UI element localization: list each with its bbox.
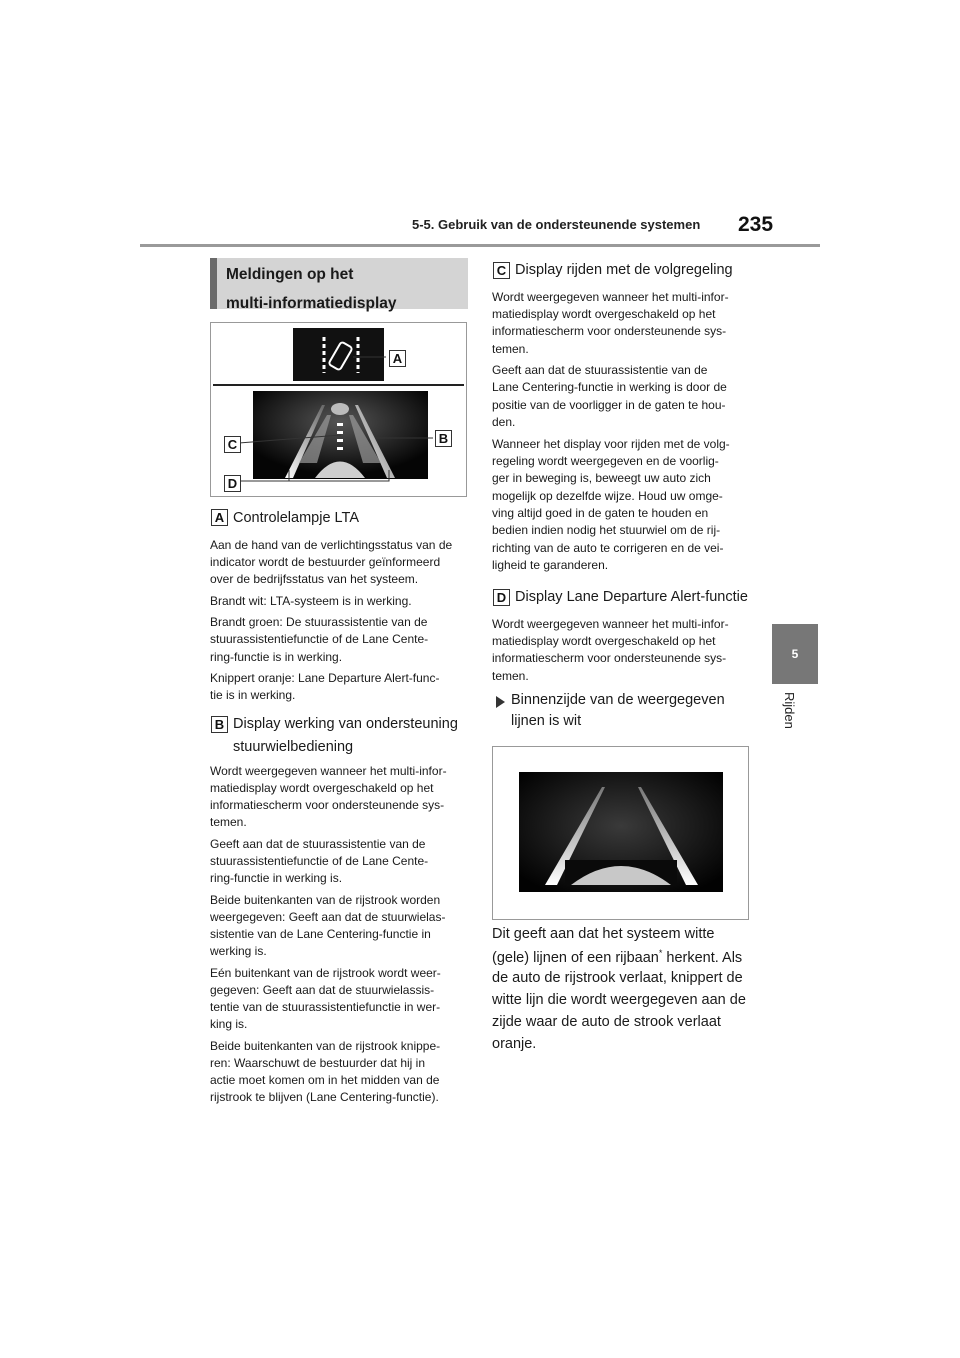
item-b-text-14: tentie van de stuurassistentiefunctie in wer-: [210, 1000, 441, 1014]
item-b-text-15: king is.: [210, 1017, 248, 1031]
item-d-text-1: Wordt weergegeven wanneer het multi-infor-: [492, 617, 729, 631]
item-b-text-5: Geeft aan dat de stuurassistentie van de: [210, 837, 426, 851]
item-a-text-3: over de bedrijfsstatus van het systeem.: [210, 572, 419, 586]
item-b-text-17: ren: Waarschuwt de bestuurder dat hij in: [210, 1056, 425, 1070]
bullet-arrow-icon: [496, 696, 505, 708]
item-b-text-4: temen.: [210, 815, 247, 829]
figure-label-b: B: [435, 430, 452, 447]
section-heading: [210, 258, 468, 312]
chapter-label: Rijden: [782, 692, 797, 729]
item-c-text-10: regeling wordt weergegeven en de voorlig-: [492, 454, 719, 468]
item-c-title: Display rijden met de volgregeling: [515, 262, 733, 278]
item-d-text-4: temen.: [492, 669, 529, 683]
item-b-text-11: werking is.: [210, 944, 267, 958]
item-c-text-13: ving altijd goed in de gaten te houden en: [492, 506, 709, 520]
item-c-text-14: bedien indien nodig het stuurwiel om de rij-: [492, 523, 721, 537]
lta-display-figure: [210, 322, 467, 497]
after-text-2a: (gele) lijnen of een rijbaan: [492, 949, 659, 966]
footnote-mark: *: [658, 948, 663, 958]
chapter-tab: [772, 624, 818, 684]
header-rule: [140, 244, 820, 247]
item-c-text-8: den.: [492, 415, 516, 429]
item-a-text-9: tie is in werking.: [210, 688, 296, 702]
label-a-marker: A: [211, 509, 228, 526]
item-b-text-2: matiedisplay wordt overgeschakeld op het: [210, 781, 434, 795]
item-b-text-9: weergegeven: Geeft aan dat de stuurwielas-: [210, 910, 446, 924]
label-c-marker: C: [493, 262, 510, 279]
preceding-car: [331, 403, 349, 415]
label-d-marker: D: [493, 589, 510, 606]
item-a-title: Controlelampje LTA: [233, 510, 359, 526]
item-c-text-6: Lane Centering-functie in werking is door de: [492, 380, 727, 394]
item-c-text-7: positie van de voorligger in de gaten te hou-: [492, 398, 726, 412]
item-d-text-3: informatiescherm voor ondersteunende sys-: [492, 651, 727, 665]
label-b-marker: B: [211, 716, 228, 733]
lta-indicator-panel: [293, 328, 384, 381]
item-b-title-1: Display werking van ondersteuning: [233, 716, 458, 732]
item-b-text-18: actie moet komen om in het midden van de: [210, 1073, 440, 1087]
bullet-line-1: Binnenzijde van de weergegeven: [511, 692, 725, 708]
item-a-text-8: Knippert oranje: Lane Departure Alert-func-: [210, 671, 440, 685]
item-a-text-1: Aan de hand van de verlichtingsstatus van de: [210, 538, 453, 552]
item-d-title: Display Lane Departure Alert-functie: [515, 589, 748, 605]
item-c-text-15: richting van de auto te corrigeren en de vei-: [492, 541, 724, 555]
running-header: 5-5. Gebruik van de ondersteunende systemen: [412, 217, 701, 232]
item-a-text-6: stuurassistentiefunctie of de Lane Cente-: [210, 632, 429, 646]
section-heading-line2: multi-informatiedisplay: [226, 295, 397, 312]
item-c-text-5: Geeft aan dat de stuurassistentie van de: [492, 363, 708, 377]
bullet-line-2: lijnen is wit: [511, 713, 582, 729]
item-c-text-1: Wordt weergegeven wanneer het multi-infor-: [492, 290, 729, 304]
item-c-text-11: ger in beweging is, beweegt uw auto zich: [492, 471, 711, 485]
lane-departure-illustration: [493, 747, 748, 919]
item-b-text-19: rijstrook te blijven (Lane Centering-functie).: [210, 1090, 439, 1104]
item-b-text-13: gegeven: Geeft aan dat de stuurwielassis-: [210, 983, 435, 997]
item-b-text-16: Beide buitenkanten van de rijstrook knippe-: [210, 1039, 441, 1053]
page-number: 235: [738, 213, 774, 236]
item-b-text-10: sistentie van de Lane Centering-functie in: [210, 927, 431, 941]
lta-display-illustration: [211, 323, 466, 496]
item-b-text-12: Eén buitenkant van de rijstrook wordt weer-: [210, 966, 441, 980]
after-text-5: zijde waar de auto de strook verlaat: [492, 1014, 721, 1030]
item-b-text-7: ring-functie in werking is.: [210, 871, 343, 885]
item-c-text-16: ligheid te garanderen.: [492, 558, 609, 572]
after-text-1: Dit geeft aan dat het systeem witte: [492, 926, 715, 942]
item-b-text-1: Wordt weergegeven wanneer het multi-infor-: [210, 764, 447, 778]
after-text-6: oranje.: [492, 1036, 537, 1052]
after-text-2: [492, 948, 742, 966]
after-text-4: witte lijn die wordt weergegeven aan de: [492, 992, 746, 1008]
chapter-number: 5: [791, 647, 799, 661]
after-text-2b: herkent. Als: [662, 949, 743, 966]
item-c-text-2: matiedisplay wordt overgeschakeld op het: [492, 307, 716, 321]
item-d-text-2: matiedisplay wordt overgeschakeld op het: [492, 634, 716, 648]
item-a-text-4: Brandt wit: LTA-systeem is in werking.: [210, 594, 412, 608]
item-c-text-9: Wanneer het display voor rijden met de volg-: [492, 437, 730, 451]
item-b-title-2: stuurwielbediening: [233, 739, 354, 755]
item-c-text-4: temen.: [492, 342, 529, 356]
item-b-text-3: informatiescherm voor ondersteunende sys-: [210, 798, 445, 812]
section-heading-line1: Meldingen op het: [226, 266, 354, 283]
figure-label-c: C: [224, 436, 241, 453]
lane-departure-figure: [492, 746, 749, 920]
item-c-text-12: mogelijk op dezelfde wijze. Houd uw omge-: [492, 489, 723, 503]
after-text-3: de auto de rijstrook verlaat, knippert de: [492, 970, 743, 986]
item-a-text-2: indicator wordt de bestuurder geïnformeerd: [210, 555, 441, 569]
item-c-text-3: informatiescherm voor ondersteunende sys-: [492, 324, 727, 338]
figure-label-d: D: [224, 475, 241, 492]
item-b-text-6: stuurassistentiefunctie of de Lane Cente-: [210, 854, 429, 868]
item-a-text-5: Brandt groen: De stuurassistentie van de: [210, 615, 428, 629]
item-b-text-8: Beide buitenkanten van de rijstrook worden: [210, 893, 441, 907]
item-a-text-7: ring-functie is in werking.: [210, 650, 343, 664]
figure-label-a: A: [389, 350, 406, 367]
